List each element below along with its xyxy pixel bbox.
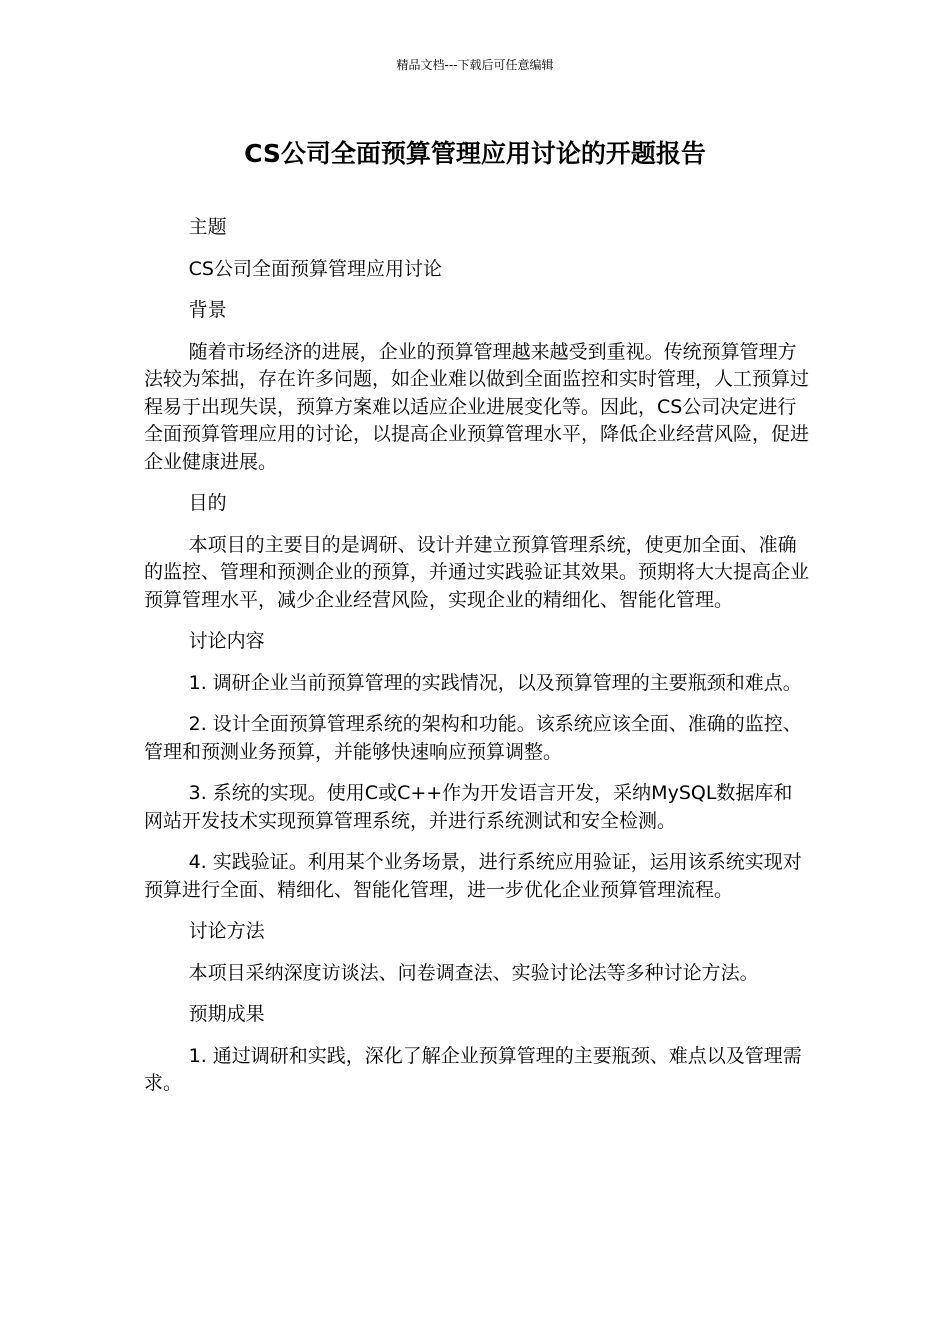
content-item: 2. 设计全面预算管理系统的架构和功能。该系统应该全面、准确的监控、管理和预测业务预算，并能够快速响应预算调整。 [144, 713, 802, 763]
topic-heading: 主题 [188, 216, 227, 238]
purpose-paragraph: 本项目的主要目的是调研、设计并建立预算管理系统，使更加全面、准确的监控、管理和预测企业的预算，并通过实践验证其效果。预期将大大提高企业预算管理水平，减少企业经营风险，实现企业的精细化、智能化管理。 [144, 533, 810, 611]
method-heading: 讨论方法 [188, 920, 265, 942]
background-heading: 背景 [188, 299, 227, 321]
results-item: 1. 通过调研和实践，深化了解企业预算管理的主要瓶颈、难点以及管理需求。 [144, 1044, 802, 1094]
background-paragraph: 随着市场经济的进展，企业的预算管理越来越受到重视。传统预算管理方法较为笨拙，存在许多问题，如企业难以做到全面监控和实时管理，人工预算过程易于出现失误，预算方案难以适应企业进展变化等。因此，CS公司决定进行全面预算管理应用的讨论，以提高企业预算管理水平，降低企业经营风险，促进企业健康进展。 [144, 340, 810, 473]
page-header: 精品文档---下载后可任意编辑 [396, 58, 554, 72]
content-heading: 讨论内容 [188, 630, 265, 652]
content-item: 1. 调研企业当前预算管理的实践情况，以及预算管理的主要瓶颈和难点。 [188, 671, 802, 694]
purpose-heading: 目的 [188, 492, 227, 514]
content-item: 4. 实践验证。利用某个业务场景，进行系统应用验证，运用该系统实现对预算进行全面、精细化、智能化管理，进一步优化企业预算管理流程。 [144, 851, 802, 901]
method-paragraph: 本项目采纳深度访谈法、问卷调查法、实验讨论法等多种讨论方法。 [188, 961, 759, 984]
results-heading: 预期成果 [188, 1003, 265, 1025]
content-item: 3. 系统的实现。使用C或C++作为开发语言开发，采纳MySQL数据库和网站开发技术实现预算管理系统，并进行系统测试和安全检测。 [144, 782, 793, 832]
document-body [144, 214, 810, 1112]
topic-text: CS公司全面预算管理应用讨论 [188, 257, 442, 280]
document-title: CS公司全面预算管理应用讨论的开题报告 [244, 139, 706, 168]
